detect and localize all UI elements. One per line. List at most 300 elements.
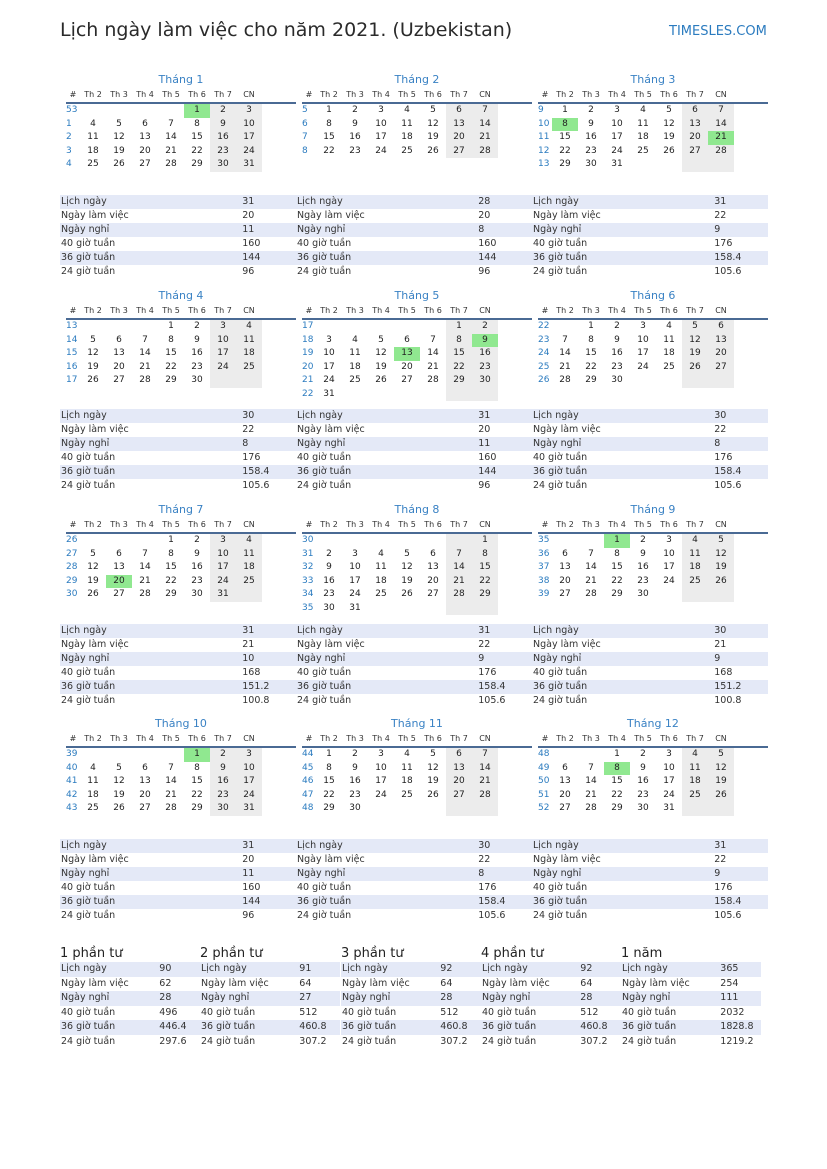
day-cell[interactable]: 31 — [210, 588, 236, 602]
day-cell[interactable]: 9 — [352, 762, 358, 773]
day-cell[interactable]: 8 — [326, 762, 332, 773]
day-cell[interactable]: 2 — [640, 535, 646, 545]
day-cell[interactable]: 23 — [191, 575, 203, 586]
day-cell[interactable]: 25 — [663, 361, 675, 372]
day-cell[interactable]: 7 — [142, 334, 148, 345]
day-cell[interactable]: 23 — [637, 575, 649, 586]
day-cell[interactable]: 8 — [168, 334, 174, 345]
day-cell[interactable]: 22 — [611, 789, 623, 800]
day-cell[interactable]: 7 — [168, 118, 174, 129]
day-cell[interactable]: 18 — [87, 145, 99, 156]
day-cell[interactable]: 20 — [446, 131, 472, 145]
day-cell[interactable]: 18 — [637, 132, 649, 142]
day-cell[interactable]: 4 — [236, 534, 262, 548]
day-cell[interactable]: 9 — [640, 762, 646, 773]
day-cell[interactable]: 21 — [139, 575, 151, 586]
day-cell[interactable]: 18 — [236, 561, 262, 575]
day-cell[interactable]: 28 — [585, 589, 597, 599]
day-cell[interactable]: 2 — [472, 320, 498, 334]
day-cell[interactable]: 23 — [585, 145, 597, 156]
day-cell[interactable]: 8 — [614, 548, 620, 559]
day-cell[interactable]: 13 — [139, 132, 151, 142]
day-cell[interactable]: 4 — [352, 334, 358, 345]
day-cell[interactable]: 22 — [559, 145, 571, 156]
day-cell[interactable]: 13 — [446, 762, 472, 776]
day-cell[interactable]: 27 — [113, 589, 125, 599]
day-cell[interactable]: 1 — [168, 321, 174, 331]
day-cell[interactable]: 1 — [472, 534, 498, 548]
day-cell[interactable]: 18 — [375, 575, 387, 586]
day-cell[interactable]: 22 — [191, 789, 203, 800]
day-cell[interactable]: 11 — [236, 334, 262, 348]
day-cell[interactable]: 17 — [349, 575, 361, 586]
day-cell[interactable]: 22 — [472, 575, 498, 589]
day-cell[interactable]: 21 — [139, 361, 151, 372]
day-cell[interactable]: 19 — [708, 561, 734, 575]
day-cell[interactable]: 28 — [559, 375, 571, 385]
day-cell[interactable]: 4 — [378, 548, 384, 559]
day-cell[interactable]: 3 — [326, 334, 332, 345]
day-cell[interactable]: 5 — [116, 762, 122, 773]
day-cell[interactable]: 19 — [663, 132, 675, 142]
day-cell[interactable]: 30 — [191, 589, 203, 599]
day-cell[interactable]: 1 — [168, 535, 174, 545]
day-cell[interactable]: 26 — [113, 159, 125, 169]
day-cell[interactable]: 4 — [404, 749, 410, 759]
day-cell[interactable]: 19 — [87, 575, 99, 586]
day-cell[interactable]: 11 — [87, 776, 99, 786]
day-cell[interactable]: 25 — [236, 575, 262, 589]
day-cell[interactable]: 30 — [472, 374, 498, 388]
day-cell[interactable]: 23 — [349, 789, 361, 800]
day-cell[interactable]: 31 — [349, 602, 361, 613]
day-cell[interactable]: 10 — [349, 562, 361, 572]
day-cell[interactable]: 26 — [87, 589, 99, 599]
day-cell[interactable]: 2 — [614, 321, 620, 331]
day-cell[interactable]: 2 — [352, 105, 358, 115]
day-cell[interactable]: 5 — [666, 105, 672, 115]
day-cell[interactable]: 20 — [427, 575, 439, 586]
day-cell[interactable]: 14 — [427, 348, 439, 358]
day-cell[interactable]: 24 — [663, 575, 675, 586]
day-cell[interactable]: 8 — [472, 548, 498, 562]
day-cell[interactable]: 17 — [210, 561, 236, 575]
day-cell[interactable]: 12 — [663, 118, 675, 129]
day-cell[interactable]: 27 — [446, 145, 472, 159]
day-cell[interactable]: 24 — [375, 789, 387, 800]
day-cell[interactable]: 3 — [236, 104, 262, 118]
day-cell[interactable]: 26 — [427, 145, 439, 156]
day-cell[interactable]: 18 — [236, 347, 262, 361]
day-cell[interactable]: 31 — [236, 802, 262, 816]
day-cell[interactable]: 20 — [559, 575, 571, 586]
day-cell[interactable]: 25 — [682, 789, 708, 803]
day-cell[interactable]: 6 — [562, 762, 568, 773]
day-cell[interactable]: 26 — [708, 575, 734, 589]
day-cell[interactable]: 3 — [378, 749, 384, 759]
day-cell[interactable]: 1 — [604, 534, 630, 548]
day-cell[interactable]: 13 — [446, 118, 472, 132]
day-cell[interactable]: 13 — [708, 334, 734, 348]
day-cell[interactable]: 24 — [236, 145, 262, 159]
day-cell[interactable]: 11 — [401, 118, 413, 129]
day-cell[interactable]: 28 — [165, 803, 177, 813]
day-cell[interactable]: 5 — [90, 548, 96, 559]
day-cell[interactable]: 7 — [472, 748, 498, 762]
day-cell[interactable]: 18 — [682, 561, 708, 575]
day-cell[interactable]: 9 — [352, 118, 358, 129]
day-cell[interactable]: 19 — [682, 347, 708, 361]
day-cell[interactable]: 22 — [165, 575, 177, 586]
day-cell[interactable]: 4 — [666, 321, 672, 331]
day-cell[interactable]: 21 — [559, 361, 571, 372]
day-cell[interactable]: 5 — [378, 334, 384, 345]
day-cell[interactable]: 10 — [663, 762, 675, 773]
day-cell[interactable]: 13 — [113, 348, 125, 358]
day-cell[interactable]: 24 — [375, 145, 387, 156]
day-cell[interactable]: 18 — [401, 776, 413, 786]
day-cell[interactable]: 16 — [191, 562, 203, 572]
day-cell[interactable]: 6 — [682, 104, 708, 118]
day-cell[interactable]: 30 — [191, 375, 203, 385]
day-cell[interactable]: 27 — [139, 803, 151, 813]
day-cell[interactable]: 6 — [404, 334, 410, 345]
day-cell[interactable]: 23 — [210, 789, 236, 803]
day-cell[interactable]: 28 — [585, 803, 597, 813]
day-cell[interactable]: 29 — [191, 159, 203, 169]
day-cell[interactable]: 3 — [236, 748, 262, 762]
day-cell[interactable]: 8 — [326, 118, 332, 129]
day-cell[interactable]: 23 — [472, 361, 498, 375]
day-cell[interactable]: 12 — [87, 348, 99, 358]
day-cell[interactable]: 12 — [427, 762, 439, 773]
day-cell[interactable]: 29 — [611, 803, 623, 813]
day-cell[interactable]: 1 — [446, 320, 472, 334]
day-cell[interactable]: 24 — [236, 789, 262, 803]
day-cell[interactable]: 13 — [113, 562, 125, 572]
day-cell[interactable]: 15 — [165, 348, 177, 358]
day-cell[interactable]: 25 — [236, 361, 262, 375]
day-cell[interactable]: 28 — [446, 588, 472, 602]
day-cell[interactable]: 28 — [139, 375, 151, 385]
day-cell[interactable]: 20 — [401, 361, 413, 372]
day-cell[interactable]: 4 — [404, 105, 410, 115]
day-cell[interactable]: 5 — [90, 334, 96, 345]
day-cell[interactable]: 30 — [637, 589, 649, 599]
day-cell[interactable]: 14 — [446, 561, 472, 575]
day-cell[interactable]: 26 — [708, 789, 734, 803]
day-cell[interactable]: 8 — [588, 334, 594, 345]
day-cell[interactable]: 18 — [349, 361, 361, 372]
day-cell[interactable]: 3 — [614, 105, 620, 115]
day-cell[interactable]: 1 — [562, 105, 568, 115]
day-cell[interactable]: 10 — [375, 762, 387, 773]
day-cell[interactable]: 20 — [559, 789, 571, 800]
day-cell[interactable]: 26 — [682, 361, 708, 375]
day-cell[interactable]: 27 — [682, 145, 708, 159]
day-cell[interactable]: 20 — [139, 789, 151, 800]
day-cell[interactable]: 12 — [113, 132, 125, 142]
day-cell[interactable]: 25 — [401, 789, 413, 800]
day-cell[interactable]: 25 — [637, 145, 649, 156]
day-cell[interactable]: 20 — [113, 361, 125, 372]
day-cell[interactable]: 10 — [210, 334, 236, 348]
day-cell[interactable]: 30 — [323, 602, 335, 613]
day-cell[interactable]: 15 — [472, 561, 498, 575]
day-cell[interactable]: 14 — [472, 762, 498, 776]
day-cell[interactable]: 12 — [708, 762, 734, 776]
day-cell[interactable]: 21 — [472, 775, 498, 789]
day-cell[interactable]: 16 — [472, 347, 498, 361]
day-cell[interactable]: 16 — [637, 776, 649, 786]
day-cell[interactable]: 6 — [430, 548, 436, 559]
day-cell[interactable]: 21 — [585, 575, 597, 586]
day-cell[interactable]: 3 — [378, 105, 384, 115]
day-cell[interactable]: 14 — [165, 776, 177, 786]
day-cell[interactable]: 13 — [559, 562, 571, 572]
day-cell[interactable]: 16 — [637, 562, 649, 572]
day-cell[interactable]: 29 — [165, 375, 177, 385]
day-cell[interactable]: 21 — [708, 131, 734, 145]
day-cell[interactable]: 11 — [87, 132, 99, 142]
day-cell[interactable]: 30 — [611, 375, 623, 385]
day-cell[interactable]: 11 — [401, 762, 413, 773]
day-cell[interactable]: 31 — [611, 159, 623, 169]
day-cell[interactable]: 13 — [427, 562, 439, 572]
day-cell[interactable]: 25 — [87, 159, 99, 169]
day-cell[interactable]: 4 — [90, 118, 96, 129]
day-cell[interactable]: 9 — [588, 118, 594, 129]
day-cell[interactable]: 31 — [663, 803, 675, 813]
day-cell[interactable]: 13 — [682, 118, 708, 132]
day-cell[interactable]: 28 — [472, 789, 498, 803]
day-cell[interactable]: 13 — [394, 347, 420, 361]
day-cell[interactable]: 29 — [446, 374, 472, 388]
day-cell[interactable]: 14 — [139, 562, 151, 572]
day-cell[interactable]: 22 — [611, 575, 623, 586]
day-cell[interactable]: 1 — [184, 748, 210, 762]
day-cell[interactable]: 15 — [323, 776, 335, 786]
day-cell[interactable]: 18 — [87, 789, 99, 800]
day-cell[interactable]: 27 — [559, 803, 571, 813]
day-cell[interactable]: 26 — [375, 375, 387, 385]
day-cell[interactable]: 28 — [472, 145, 498, 159]
day-cell[interactable]: 31 — [236, 158, 262, 172]
day-cell[interactable]: 16 — [323, 575, 335, 586]
day-cell[interactable]: 17 — [611, 132, 623, 142]
day-cell[interactable]: 2 — [194, 321, 200, 331]
day-cell[interactable]: 28 — [708, 145, 734, 159]
day-cell[interactable]: 21 — [165, 789, 177, 800]
day-cell[interactable]: 7 — [472, 104, 498, 118]
day-cell[interactable]: 2 — [194, 535, 200, 545]
day-cell[interactable]: 6 — [116, 334, 122, 345]
day-cell[interactable]: 11 — [375, 562, 387, 572]
day-cell[interactable]: 10 — [323, 348, 335, 358]
day-cell[interactable]: 6 — [708, 320, 734, 334]
day-cell[interactable]: 14 — [585, 562, 597, 572]
day-cell[interactable]: 9 — [472, 334, 498, 348]
day-cell[interactable]: 10 — [375, 118, 387, 129]
day-cell[interactable]: 14 — [165, 132, 177, 142]
day-cell[interactable]: 18 — [663, 348, 675, 358]
day-cell[interactable]: 5 — [682, 320, 708, 334]
day-cell[interactable]: 23 — [611, 361, 623, 372]
day-cell[interactable]: 19 — [427, 776, 439, 786]
day-cell[interactable]: 28 — [165, 159, 177, 169]
day-cell[interactable]: 8 — [194, 762, 200, 773]
day-cell[interactable]: 1 — [614, 749, 620, 759]
day-cell[interactable]: 27 — [559, 589, 571, 599]
day-cell[interactable]: 13 — [559, 776, 571, 786]
day-cell[interactable]: 12 — [113, 776, 125, 786]
day-cell[interactable]: 21 — [427, 361, 439, 372]
day-cell[interactable]: 8 — [552, 118, 578, 132]
day-cell[interactable]: 25 — [401, 145, 413, 156]
day-cell[interactable]: 4 — [682, 534, 708, 548]
day-cell[interactable]: 27 — [113, 375, 125, 385]
day-cell[interactable]: 5 — [430, 105, 436, 115]
day-cell[interactable]: 23 — [349, 145, 361, 156]
day-cell[interactable]: 17 — [663, 562, 675, 572]
day-cell[interactable]: 16 — [349, 132, 361, 142]
day-cell[interactable]: 1 — [588, 321, 594, 331]
day-cell[interactable]: 14 — [708, 118, 734, 132]
day-cell[interactable]: 20 — [446, 775, 472, 789]
day-cell[interactable]: 25 — [349, 375, 361, 385]
day-cell[interactable]: 6 — [142, 762, 148, 773]
day-cell[interactable]: 2 — [326, 548, 332, 559]
day-cell[interactable]: 1 — [184, 104, 210, 118]
day-cell[interactable]: 16 — [585, 132, 597, 142]
day-cell[interactable]: 17 — [637, 348, 649, 358]
day-cell[interactable]: 8 — [446, 334, 472, 348]
day-cell[interactable]: 16 — [210, 131, 236, 145]
day-cell[interactable]: 11 — [682, 762, 708, 776]
day-cell[interactable]: 14 — [472, 118, 498, 132]
day-cell[interactable]: 3 — [666, 535, 672, 545]
day-cell[interactable]: 15 — [446, 347, 472, 361]
day-cell[interactable]: 26 — [401, 589, 413, 599]
day-cell[interactable]: 27 — [139, 159, 151, 169]
day-cell[interactable]: 25 — [375, 589, 387, 599]
day-cell[interactable]: 11 — [682, 548, 708, 562]
day-cell[interactable]: 26 — [113, 803, 125, 813]
day-cell[interactable]: 14 — [585, 776, 597, 786]
day-cell[interactable]: 10 — [611, 118, 623, 129]
day-cell[interactable]: 4 — [236, 320, 262, 334]
day-cell[interactable]: 7 — [446, 548, 472, 562]
day-cell[interactable]: 11 — [663, 334, 675, 345]
day-cell[interactable]: 26 — [427, 789, 439, 800]
day-cell[interactable]: 21 — [472, 131, 498, 145]
day-cell[interactable]: 9 — [614, 334, 620, 345]
day-cell[interactable]: 19 — [113, 789, 125, 800]
day-cell[interactable]: 29 — [472, 588, 498, 602]
day-cell[interactable]: 30 — [637, 803, 649, 813]
day-cell[interactable]: 7 — [588, 762, 594, 773]
day-cell[interactable]: 25 — [87, 803, 99, 813]
day-cell[interactable]: 12 — [375, 348, 387, 358]
day-cell[interactable]: 24 — [611, 145, 623, 156]
day-cell[interactable]: 7 — [430, 334, 436, 345]
day-cell[interactable]: 8 — [168, 548, 174, 559]
day-cell[interactable]: 27 — [427, 589, 439, 599]
day-cell[interactable]: 27 — [446, 789, 472, 803]
day-cell[interactable]: 15 — [191, 776, 203, 786]
day-cell[interactable]: 22 — [165, 361, 177, 372]
day-cell[interactable]: 16 — [349, 776, 361, 786]
day-cell[interactable]: 6 — [142, 118, 148, 129]
day-cell[interactable]: 29 — [323, 803, 335, 813]
day-cell[interactable]: 1 — [326, 749, 332, 759]
day-cell[interactable]: 9 — [210, 118, 236, 132]
day-cell[interactable]: 15 — [585, 348, 597, 358]
day-cell[interactable]: 22 — [323, 145, 335, 156]
day-cell[interactable]: 11 — [236, 548, 262, 562]
day-cell[interactable]: 24 — [323, 375, 335, 385]
day-cell[interactable]: 20 — [682, 131, 708, 145]
day-cell[interactable]: 26 — [87, 375, 99, 385]
day-cell[interactable]: 9 — [640, 548, 646, 559]
day-cell[interactable]: 15 — [611, 776, 623, 786]
day-cell[interactable]: 2 — [588, 105, 594, 115]
day-cell[interactable]: 2 — [210, 748, 236, 762]
day-cell[interactable]: 19 — [708, 775, 734, 789]
day-cell[interactable]: 30 — [210, 802, 236, 816]
day-cell[interactable]: 5 — [404, 548, 410, 559]
day-cell[interactable]: 3 — [210, 320, 236, 334]
day-cell[interactable]: 27 — [401, 375, 413, 385]
day-cell[interactable]: 29 — [559, 159, 571, 169]
day-cell[interactable]: 15 — [165, 562, 177, 572]
day-cell[interactable]: 17 — [375, 132, 387, 142]
day-cell[interactable]: 25 — [682, 575, 708, 589]
day-cell[interactable]: 10 — [637, 334, 649, 345]
day-cell[interactable]: 22 — [323, 789, 335, 800]
day-cell[interactable]: 21 — [165, 145, 177, 156]
day-cell[interactable]: 7 — [708, 104, 734, 118]
day-cell[interactable]: 6 — [116, 548, 122, 559]
day-cell[interactable]: 14 — [559, 348, 571, 358]
day-cell[interactable]: 2 — [210, 104, 236, 118]
day-cell[interactable]: 21 — [446, 575, 472, 589]
day-cell[interactable]: 17 — [236, 131, 262, 145]
day-cell[interactable]: 10 — [236, 762, 262, 776]
day-cell[interactable]: 31 — [323, 388, 335, 399]
day-cell[interactable]: 27 — [708, 361, 734, 375]
day-cell[interactable]: 10 — [210, 548, 236, 562]
day-cell[interactable]: 9 — [194, 334, 200, 345]
day-cell[interactable]: 17 — [236, 775, 262, 789]
day-cell[interactable]: 24 — [637, 361, 649, 372]
day-cell[interactable]: 5 — [116, 118, 122, 129]
day-cell[interactable]: 24 — [210, 361, 236, 375]
day-cell[interactable]: 5 — [708, 748, 734, 762]
day-cell[interactable]: 19 — [113, 145, 125, 156]
day-cell[interactable]: 17 — [663, 776, 675, 786]
day-cell[interactable]: 24 — [663, 789, 675, 800]
day-cell[interactable]: 9 — [194, 548, 200, 559]
day-cell[interactable]: 16 — [191, 348, 203, 358]
day-cell[interactable]: 11 — [349, 348, 361, 358]
day-cell[interactable]: 20 — [106, 575, 132, 589]
day-cell[interactable]: 29 — [611, 589, 623, 599]
day-cell[interactable]: 28 — [427, 375, 439, 385]
day-cell[interactable]: 8 — [194, 118, 200, 129]
day-cell[interactable]: 22 — [446, 361, 472, 375]
day-cell[interactable]: 4 — [682, 748, 708, 762]
